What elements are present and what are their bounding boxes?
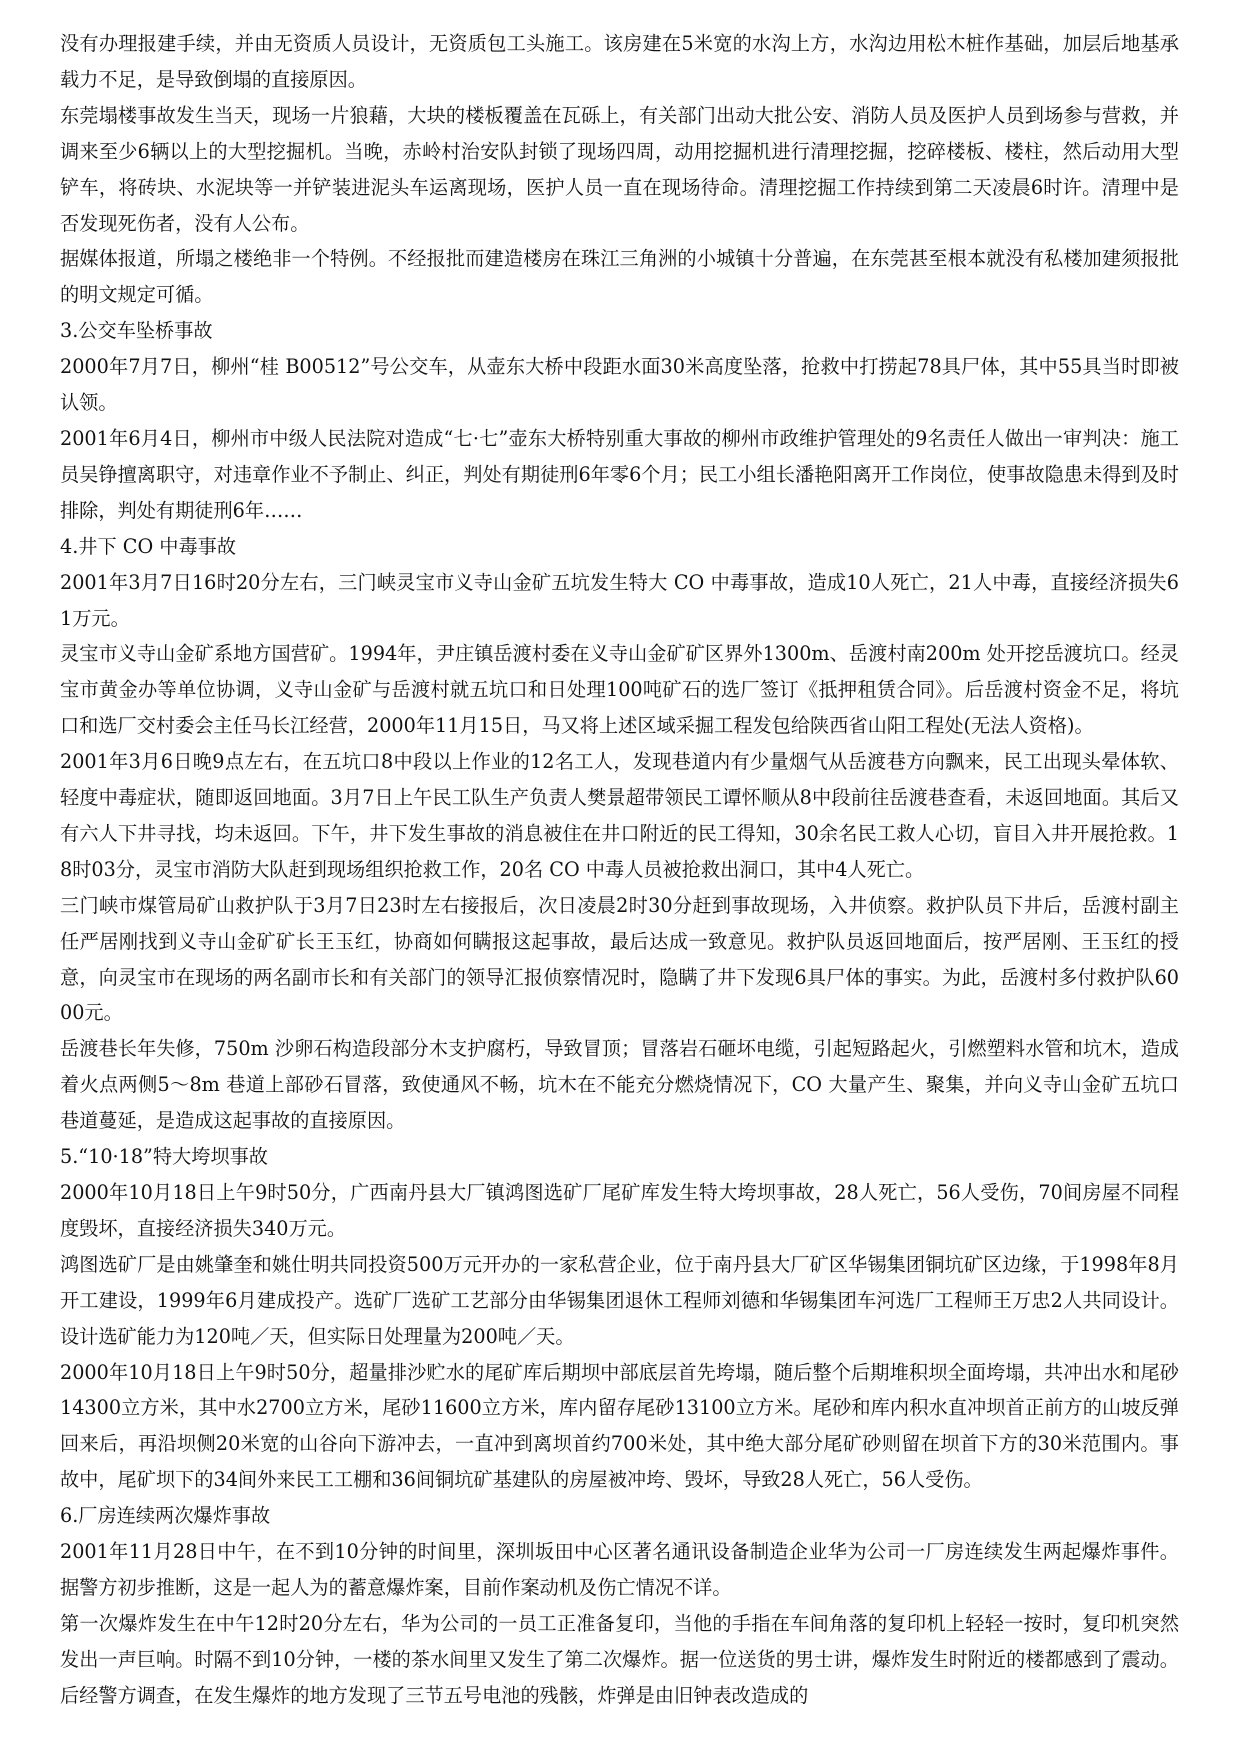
paragraph: 东莞塌楼事故发生当天，现场一片狼藉，大块的楼板覆盖在瓦砾上，有关部门出动大批公安、消防人员及医护人员到场参与营救，并调来至少6辆以上的大型挖掘机。当晚，赤岭村治安队封锁了现场四周，动用挖掘机进行清理挖掘，挖碎楼板、楼柱，然后动用大型铲车，将砖块、水泥块等一并铲装进泥头车运离现场，医护人员一直在现场待命。清理挖掘工作持续到第二天凌晨6时许。清理中是否发现死伤者，没有人公布。: [60, 103, 1179, 235]
paragraph: 2000年7月7日，柳州“桂 B00512”号公交车，从壶东大桥中段距水面30米高度坠落，抢救中打捞起78具尸体，其中55具当时即被认领。: [60, 355, 1179, 415]
paragraph: 岳渡巷长年失修，750m 沙卵石构造段部分木支护腐朽，导致冒顶；冒落岩石砸坏电缆，引起短路起火，引燃塑料水管和坑木，造成着火点两侧5～8m 巷道上部砂石冒落，致使通风不畅，坑木在不能充分燃烧情况下，CO 大量产生、聚集，并向义寺山金矿五坑口巷道蔓延，是造成这起事故的直接原因。: [60, 1037, 1179, 1133]
paragraph: 2000年10月18日上午9时50分，广西南丹县大厂镇鸿图选矿厂尾矿库发生特大垮坝事故，28人死亡，56人受伤，70间房屋不同程度毁坏，直接经济损失340万元。: [60, 1181, 1179, 1240]
paragraph: 2001年3月7日16时20分左右，三门峡灵宝市义寺山金矿五坑发生特大 CO 中毒事故，造成10人死亡，21人中毒，直接经济损失61万元。: [60, 570, 1179, 630]
paragraph: 灵宝市义寺山金矿系地方国营矿。1994年，尹庄镇岳渡村委在义寺山金矿矿区界外1300m、岳渡村南200m 处开挖岳渡坑口。经灵宝市黄金办等单位协调，义寺山金矿与岳渡村就五坑口和日处理100吨矿石的选厂签订《抵押租赁合同》。后岳渡村资金不足，将坑口和选厂交村委会主任马长江经营，2000年11月15日，马又将上述区域采掘工程发包给陕西省山阳工程处(无法人资格)。: [60, 642, 1179, 738]
section-heading: 6.厂房连续两次爆炸事故: [60, 1504, 271, 1528]
paragraph: 据媒体报道，所塌之楼绝非一个特例。不经报批而建造楼房在珠江三角洲的小城镇十分普遍，在东莞甚至根本就没有私楼加建须报批的明文规定可循。: [60, 247, 1179, 307]
paragraph: 2001年11月28日中午，在不到10分钟的时间里，深圳坂田中心区著名通讯设备制造企业华为公司一厂房连续发生两起爆炸事件。据警方初步推断，这是一起人为的蓄意爆炸案，目前作案动机及伤亡情况不详。: [60, 1540, 1179, 1599]
paragraph: 2001年6月4日，柳州市中级人民法院对造成“七·七”壶东大桥特别重大事故的柳州市政维护管理处的9名责任人做出一审判决：施工员吴铮擅离职守，对违章作业不予制止、纠正，判处有期徒刑6年零6个月；民工小组长潘艳阳离开工作岗位，使事故隐患未得到及时排除，判处有期徒刑6年……: [60, 426, 1179, 522]
section-heading: 3.公交车坠桥事故: [60, 319, 213, 343]
paragraph: 鸿图选矿厂是由姚肇奎和姚仕明共同投资500万元开办的一家私营企业，位于南丹县大厂矿区华锡集团铜坑矿区边缘，于1998年8月开工建设，1999年6月建成投产。选矿厂选矿工艺部分由华锡集团退休工程师刘德和华锡集团车河选厂工程师王万忠2人共同设计。设计选矿能力为120吨／天，但实际日处理量为200吨／天。: [60, 1252, 1179, 1348]
paragraph: 没有办理报建手续，并由无资质人员设计，无资质包工头施工。该房建在5米宽的水沟上方，水沟边用松木桩作基础，加层后地基承载力不足，是导致倒塌的直接原因。: [60, 32, 1179, 91]
paragraph: 2001年3月6日晚9点左右，在五坑口8中段以上作业的12名工人，发现巷道内有少量烟气从岳渡巷方向飘来，民工出现头晕体软、轻度中毒症状，随即返回地面。3月7日上午民工队生产负责人樊景超带领民工谭怀顺从8中段前往岳渡巷查看，未返回地面。其后又有六人下井寻找，均未返回。下午，井下发生事故的消息被住在井口附近的民工得知，30余名民工救人心切，盲目入井开展抢救。18时03分，灵宝市消防大队赶到现场组织抢救工作，20名 CO 中毒人员被抢救出洞口，其中4人死亡。: [60, 750, 1179, 881]
section-heading: 4.井下 CO 中毒事故: [60, 534, 237, 558]
section-heading: 5.“10·18”特大垮坝事故: [60, 1145, 268, 1169]
paragraph: 三门峡市煤管局矿山救护队于3月7日23时左右接报后，次日凌晨2时30分赶到事故现场，入井侦察。救护队员下井后，岳渡村副主任严居刚找到义寺山金矿矿长王玉红，协商如何瞒报这起事故，最后达成一致意见。救护队员返回地面后，按严居刚、王玉红的授意，向灵宝市在现场的两名副市长和有关部门的领导汇报侦察情况时，隐瞒了井下发现6具尸体的事实。为此，岳渡村多付救护队6000元。: [60, 893, 1179, 1025]
paragraph: 2000年10月18日上午9时50分，超量排沙贮水的尾矿库后期坝中部底层首先垮塌，随后整个后期堆积坝全面垮塌，共冲出水和尾砂14300立方米，其中水2700立方米，尾砂11600立方米，库内留存尾砂13100立方米。尾砂和库内积水直冲坝首正前方的山坡反弹回来后，再沿坝侧20米宽的山谷向下游冲去，一直冲到离坝首约700米处，其中绝大部分尾矿砂则留在坝首下方的30米范围内。事故中，尾矿坝下的34间外来民工工棚和36间铜坑矿基建队的房屋被冲垮、毁坏，导致28人死亡，56人受伤。: [60, 1360, 1179, 1492]
paragraph: 第一次爆炸发生在中午12时20分左右，华为公司的一员工正准备复印，当他的手指在车间角落的复印机上轻轻一按时，复印机突然发出一声巨响。时隔不到10分钟，一楼的茶水间里又发生了第二次爆炸。据一位送货的男士讲，爆炸发生时附近的楼都感到了震动。后经警方调查，在发生爆炸的地方发现了三节五号电池的残骸，炸弹是由旧钟表改造成的: [60, 1611, 1179, 1707]
